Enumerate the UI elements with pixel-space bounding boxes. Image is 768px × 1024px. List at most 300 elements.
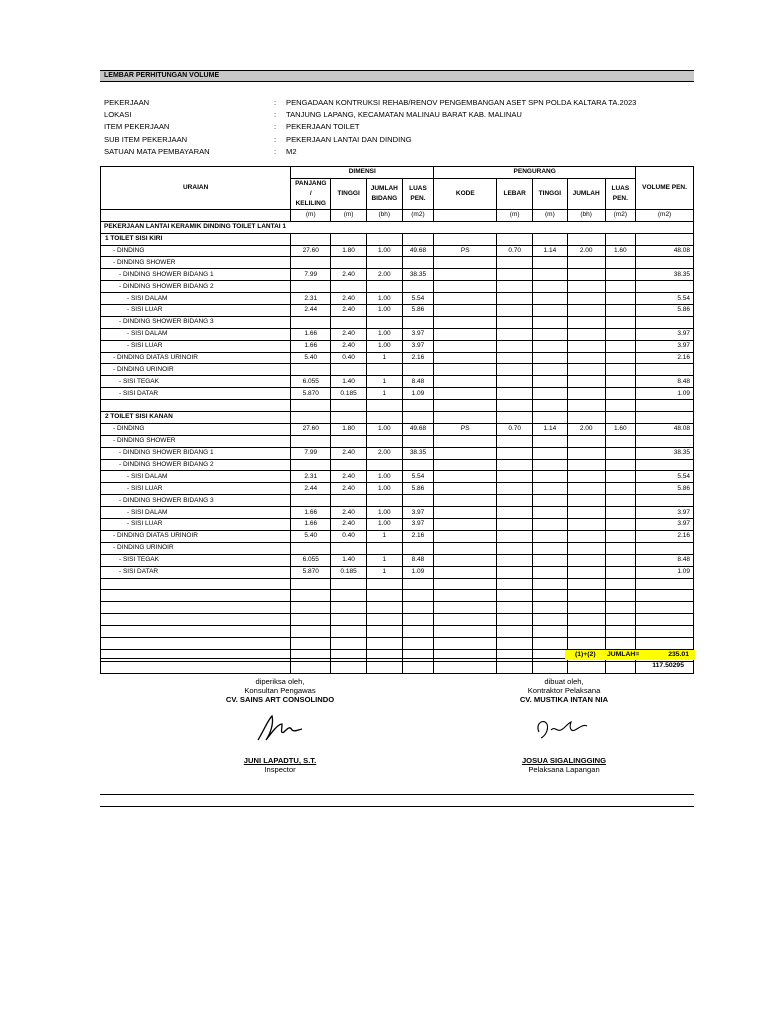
- empty-cell: [434, 614, 497, 626]
- row-cell: 5.86: [402, 305, 434, 317]
- row-cell: 2.40: [331, 328, 367, 340]
- row-cell: [291, 400, 331, 412]
- empty-cell: [366, 637, 402, 649]
- empty-row: [101, 637, 694, 649]
- empty-cell: [434, 637, 497, 649]
- row-cell: [497, 233, 533, 245]
- row-cell: [533, 328, 568, 340]
- info-colon: :: [274, 134, 277, 144]
- row-cell: 2.16: [636, 352, 694, 364]
- info-colon: :: [274, 98, 277, 107]
- empty-cell: [291, 661, 331, 673]
- row-cell: 1.00: [366, 507, 402, 519]
- row-cell: 7.99: [291, 269, 331, 281]
- row-cell: [291, 233, 331, 245]
- row-cell: 5.54: [636, 293, 694, 305]
- row-cell: [567, 530, 605, 542]
- row-cell: [605, 257, 636, 269]
- row-cell: 1.00: [366, 245, 402, 257]
- sig-right-name: JOSUA SIGALINGGING: [521, 756, 607, 765]
- summary-formula: (1)+(2): [575, 651, 596, 658]
- empty-cell: [533, 614, 568, 626]
- row-cell: [567, 507, 605, 519]
- summary-extra-value: 117.50295: [652, 662, 684, 669]
- empty-cell: [497, 637, 533, 649]
- row-cell: [434, 269, 497, 281]
- row-cell: 5.54: [402, 471, 434, 483]
- row-cell: [567, 519, 605, 531]
- unit-cell: (m2): [636, 209, 694, 221]
- row-cell: [636, 495, 694, 507]
- row-cell: 0.40: [331, 530, 367, 542]
- row-cell: [605, 554, 636, 566]
- row-cell: 2.40: [331, 507, 367, 519]
- row-cell: 1.14: [533, 423, 568, 435]
- table-row: [101, 554, 694, 566]
- row-cell: [402, 435, 434, 447]
- empty-cell: [402, 661, 434, 673]
- row-cell: 8.48: [636, 554, 694, 566]
- empty-cell: [291, 637, 331, 649]
- row-cell: [605, 519, 636, 531]
- row-cell: 6.055: [291, 376, 331, 388]
- unit-cell: (m): [533, 209, 568, 221]
- row-cell: 3.97: [402, 328, 434, 340]
- row-cell: [636, 412, 694, 424]
- row-cell: PS: [434, 245, 497, 257]
- table-row: [101, 388, 694, 400]
- table-row: [101, 305, 694, 317]
- row-cell: 1.66: [291, 519, 331, 531]
- row-cell: 3.97: [636, 340, 694, 352]
- row-cell: [366, 435, 402, 447]
- row-cell: [605, 400, 636, 412]
- row-cell: [567, 471, 605, 483]
- empty-cell: [402, 637, 434, 649]
- row-cell: [636, 459, 694, 471]
- row-cell: [434, 435, 497, 447]
- row-cell: 38.35: [402, 447, 434, 459]
- table-row: [101, 507, 694, 519]
- row-cell: [605, 495, 636, 507]
- empty-cell: [331, 661, 367, 673]
- empty-cell: [101, 590, 291, 602]
- info-colon: :: [274, 146, 277, 156]
- row-cell: [533, 447, 568, 459]
- row-cell: [331, 281, 367, 293]
- row-cell: 2.00: [567, 245, 605, 257]
- empty-cell: [497, 661, 533, 673]
- empty-cell: [497, 578, 533, 590]
- table-row: [101, 245, 694, 257]
- row-label: - SISI DATAR: [101, 566, 291, 578]
- row-cell: [567, 281, 605, 293]
- row-cell: [497, 305, 533, 317]
- row-cell: [366, 400, 402, 412]
- row-cell: 2.44: [291, 483, 331, 495]
- row-cell: [497, 435, 533, 447]
- row-cell: [533, 471, 568, 483]
- row-cell: 2.40: [331, 269, 367, 281]
- col-dimensi: DIMENSI: [291, 167, 434, 179]
- signature-left: [180, 677, 380, 774]
- row-cell: 1.80: [331, 245, 367, 257]
- row-cell: 5.54: [636, 471, 694, 483]
- empty-cell: [636, 578, 694, 590]
- empty-cell: [533, 590, 568, 602]
- row-cell: [533, 459, 568, 471]
- signature-right: [464, 677, 664, 774]
- row-cell: 2.40: [331, 519, 367, 531]
- row-cell: 2.40: [331, 305, 367, 317]
- row-cell: [567, 293, 605, 305]
- empty-cell: [402, 626, 434, 638]
- row-cell: [331, 400, 367, 412]
- row-cell: [533, 530, 568, 542]
- row-cell: [605, 542, 636, 554]
- footer-line-2: [100, 806, 694, 807]
- row-cell: 1.40: [331, 376, 367, 388]
- row-cell: [605, 352, 636, 364]
- empty-cell: [567, 661, 605, 673]
- row-cell: [402, 233, 434, 245]
- sig-left-role: Konsultan Pengawas: [244, 686, 316, 695]
- row-cell: [605, 530, 636, 542]
- row-cell: [605, 459, 636, 471]
- row-cell: 48.08: [636, 245, 694, 257]
- empty-cell: [567, 578, 605, 590]
- row-cell: 1.00: [366, 471, 402, 483]
- table-row: [101, 435, 694, 447]
- empty-cell: [605, 626, 636, 638]
- row-cell: [533, 233, 568, 245]
- empty-cell: [434, 626, 497, 638]
- empty-cell: [291, 578, 331, 590]
- row-cell: [636, 316, 694, 328]
- empty-cell: [101, 626, 291, 638]
- row-cell: 5.40: [291, 352, 331, 364]
- empty-row: [101, 614, 694, 626]
- info-value: PEKERJAAN TOILET: [286, 122, 360, 132]
- row-cell: 3.97: [402, 507, 434, 519]
- row-cell: [533, 269, 568, 281]
- row-cell: 1.60: [605, 423, 636, 435]
- row-cell: [497, 507, 533, 519]
- row-cell: [605, 388, 636, 400]
- row-cell: 2.40: [331, 471, 367, 483]
- row-label: - DINDING SHOWER BIDANG 1: [101, 447, 291, 459]
- row-label: - DINDING SHOWER BIDANG 1: [101, 269, 291, 281]
- row-cell: [533, 400, 568, 412]
- row-cell: [497, 281, 533, 293]
- row-cell: [567, 269, 605, 281]
- row-cell: [434, 305, 497, 317]
- empty-cell: [101, 602, 291, 614]
- row-cell: 5.86: [636, 305, 694, 317]
- row-cell: [533, 435, 568, 447]
- col-tinggi-pengurang: TINGGI: [533, 178, 568, 209]
- info-value: TANJUNG LAPANG, KECAMATAN MALINAU BARAT KAB. MALINAU: [286, 110, 522, 120]
- row-cell: 2.40: [331, 340, 367, 352]
- row-cell: [567, 435, 605, 447]
- info-label: PEKERJAAN: [104, 98, 150, 107]
- row-cell: [434, 352, 497, 364]
- row-cell: [402, 364, 434, 376]
- row-label: - DINDING SHOWER BIDANG 3: [101, 316, 291, 328]
- row-cell: [567, 305, 605, 317]
- row-cell: [605, 412, 636, 424]
- row-label: - SISI TEGAK: [101, 554, 291, 566]
- empty-cell: [636, 614, 694, 626]
- row-cell: [291, 459, 331, 471]
- empty-row: [101, 661, 694, 673]
- table-row: [101, 269, 694, 281]
- row-cell: [533, 293, 568, 305]
- row-cell: 1.66: [291, 340, 331, 352]
- row-cell: [434, 412, 497, 424]
- row-cell: [434, 507, 497, 519]
- row-cell: [331, 257, 367, 269]
- row-label: - DINDING SHOWER BIDANG 3: [101, 495, 291, 507]
- empty-cell: [533, 649, 568, 661]
- row-cell: [605, 483, 636, 495]
- row-cell: [567, 388, 605, 400]
- row-cell: [366, 542, 402, 554]
- signature-right-scribble: [529, 710, 599, 746]
- row-cell: [434, 257, 497, 269]
- row-cell: [497, 293, 533, 305]
- row-cell: [434, 328, 497, 340]
- unit-cell: (m2): [402, 209, 434, 221]
- table-row: [101, 412, 694, 424]
- row-cell: 1: [366, 566, 402, 578]
- row-cell: 38.35: [636, 447, 694, 459]
- empty-cell: [331, 614, 367, 626]
- row-cell: 1: [366, 352, 402, 364]
- sheet-title: LEMBAR PERHITUNGAN VOLUME: [100, 70, 694, 82]
- row-cell: 2.16: [402, 530, 434, 542]
- row-cell: PS: [434, 423, 497, 435]
- unit-cell: (m): [291, 209, 331, 221]
- info-label: LOKASI: [104, 110, 132, 120]
- row-cell: 38.35: [402, 269, 434, 281]
- table-row: [101, 316, 694, 328]
- row-cell: [497, 471, 533, 483]
- empty-cell: [497, 626, 533, 638]
- row-cell: [331, 435, 367, 447]
- col-lebar: LEBAR: [497, 178, 533, 209]
- row-cell: [331, 316, 367, 328]
- row-cell: [434, 519, 497, 531]
- row-cell: [366, 316, 402, 328]
- empty-cell: [101, 661, 291, 673]
- row-cell: [605, 269, 636, 281]
- row-cell: [497, 483, 533, 495]
- empty-cell: [366, 602, 402, 614]
- row-cell: 3.97: [402, 519, 434, 531]
- row-cell: [605, 305, 636, 317]
- empty-cell: [101, 578, 291, 590]
- row-cell: [434, 364, 497, 376]
- empty-cell: [636, 602, 694, 614]
- row-label: - DINDING URINOIR: [101, 542, 291, 554]
- row-cell: 27.60: [291, 423, 331, 435]
- row-cell: [567, 554, 605, 566]
- row-cell: 2.00: [366, 269, 402, 281]
- row-cell: [497, 542, 533, 554]
- table-row: [101, 328, 694, 340]
- row-cell: [567, 257, 605, 269]
- row-cell: 7.99: [291, 447, 331, 459]
- row-cell: [291, 281, 331, 293]
- row-cell: [497, 400, 533, 412]
- row-cell: 1.00: [366, 340, 402, 352]
- row-cell: [497, 519, 533, 531]
- empty-cell: [567, 590, 605, 602]
- row-cell: [291, 412, 331, 424]
- row-label: - SISI LUAR: [101, 340, 291, 352]
- row-cell: [533, 316, 568, 328]
- empty-cell: [366, 626, 402, 638]
- unit-cell: [434, 209, 497, 221]
- row-cell: [605, 507, 636, 519]
- col-pengurang: PENGURANG: [434, 167, 636, 179]
- empty-cell: [533, 578, 568, 590]
- row-cell: [533, 376, 568, 388]
- row-cell: 3.97: [636, 507, 694, 519]
- unit-cell: (m2): [605, 209, 636, 221]
- row-cell: [533, 281, 568, 293]
- empty-cell: [331, 590, 367, 602]
- row-cell: [605, 435, 636, 447]
- empty-cell: [331, 649, 367, 661]
- row-cell: [605, 364, 636, 376]
- row-cell: [402, 257, 434, 269]
- row-cell: [497, 340, 533, 352]
- sig-left-org: CV. SAINS ART CONSOLINDO: [225, 695, 335, 704]
- empty-cell: [366, 578, 402, 590]
- row-cell: [434, 566, 497, 578]
- empty-cell: [101, 649, 291, 661]
- row-cell: 1.40: [331, 554, 367, 566]
- row-cell: 3.97: [636, 519, 694, 531]
- row-cell: [533, 352, 568, 364]
- row-cell: [331, 495, 367, 507]
- row-cell: [291, 495, 331, 507]
- volume-table: [100, 166, 694, 674]
- empty-cell: [533, 626, 568, 638]
- empty-cell: [497, 590, 533, 602]
- table-row: [101, 495, 694, 507]
- info-value: PEKERJAAN LANTAI DAN DINDING: [286, 134, 412, 144]
- row-cell: 1.00: [366, 483, 402, 495]
- empty-row: [101, 602, 694, 614]
- row-cell: 5.54: [402, 293, 434, 305]
- row-label: - DINDING SHOWER: [101, 257, 291, 269]
- empty-row: [101, 626, 694, 638]
- empty-cell: [291, 649, 331, 661]
- row-cell: 1.09: [402, 388, 434, 400]
- row-cell: 27.60: [291, 245, 331, 257]
- empty-cell: [434, 602, 497, 614]
- row-cell: 1.00: [366, 519, 402, 531]
- row-cell: [533, 507, 568, 519]
- row-cell: [533, 519, 568, 531]
- row-cell: 2.16: [402, 352, 434, 364]
- row-cell: [533, 364, 568, 376]
- row-cell: [434, 483, 497, 495]
- row-cell: [605, 316, 636, 328]
- empty-cell: [567, 626, 605, 638]
- row-cell: 0.40: [331, 352, 367, 364]
- empty-cell: [291, 614, 331, 626]
- row-cell: 1.09: [402, 566, 434, 578]
- empty-cell: [605, 614, 636, 626]
- row-cell: [497, 459, 533, 471]
- row-cell: 0.70: [497, 245, 533, 257]
- row-label: - SISI LUAR: [101, 483, 291, 495]
- empty-cell: [331, 578, 367, 590]
- empty-cell: [605, 590, 636, 602]
- row-cell: 3.97: [636, 328, 694, 340]
- row-cell: [291, 257, 331, 269]
- empty-cell: [331, 602, 367, 614]
- row-cell: [497, 352, 533, 364]
- row-cell: [605, 328, 636, 340]
- row-cell: 49.68: [402, 423, 434, 435]
- row-label: - SISI LUAR: [101, 305, 291, 317]
- row-cell: [567, 566, 605, 578]
- row-cell: [567, 316, 605, 328]
- row-cell: [434, 376, 497, 388]
- row-cell: [497, 495, 533, 507]
- row-cell: [402, 542, 434, 554]
- row-cell: [434, 447, 497, 459]
- row-cell: [636, 542, 694, 554]
- row-cell: 1.09: [636, 566, 694, 578]
- row-cell: [605, 376, 636, 388]
- row-label: - SISI DALAM: [101, 471, 291, 483]
- row-cell: 0.70: [497, 423, 533, 435]
- section-title: PEKERJAAN LANTAI KERAMIK DINDING TOILET LANTAI 1: [101, 221, 694, 233]
- empty-cell: [434, 661, 497, 673]
- row-cell: [567, 400, 605, 412]
- table-row: [101, 566, 694, 578]
- row-label: - DINDING DIATAS URINOIR: [101, 352, 291, 364]
- info-row: [100, 109, 694, 121]
- row-cell: 1.00: [366, 423, 402, 435]
- unit-cell: (bh): [366, 209, 402, 221]
- row-cell: [533, 554, 568, 566]
- row-cell: [434, 495, 497, 507]
- sig-left-intro: diperiksa oleh,: [255, 677, 305, 686]
- empty-cell: [605, 602, 636, 614]
- row-cell: 1.60: [605, 245, 636, 257]
- row-cell: [434, 554, 497, 566]
- row-cell: [636, 364, 694, 376]
- unit-cell: (m): [331, 209, 367, 221]
- sig-left-title: Inspector: [264, 765, 296, 774]
- row-cell: [497, 328, 533, 340]
- empty-cell: [402, 649, 434, 661]
- table-row: [101, 352, 694, 364]
- row-cell: 5.40: [291, 530, 331, 542]
- empty-cell: [366, 590, 402, 602]
- row-cell: [434, 542, 497, 554]
- empty-cell: [331, 626, 367, 638]
- row-cell: [533, 412, 568, 424]
- row-cell: 1.00: [366, 293, 402, 305]
